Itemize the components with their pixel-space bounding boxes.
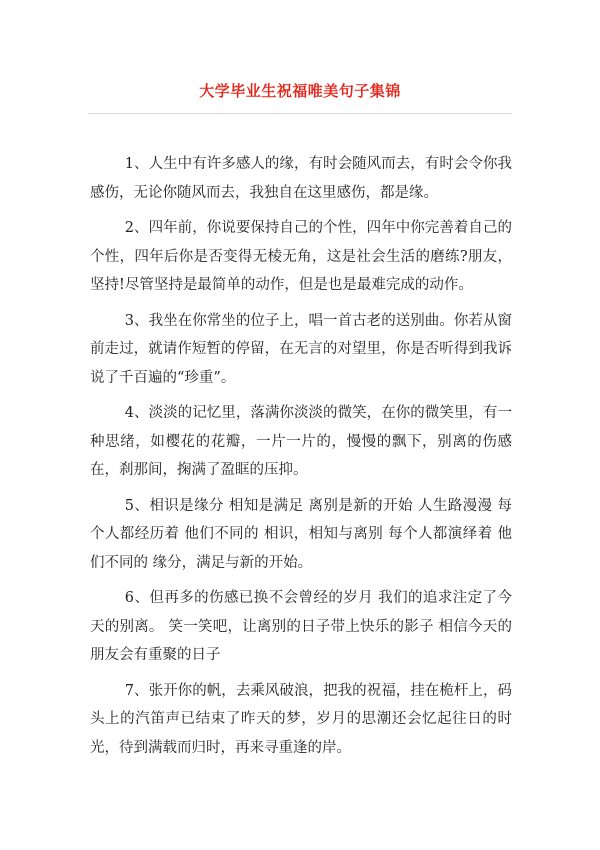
paragraph-4: 4、淡淡的记忆里，落满你淡淡的微笑，在你的微笑里，有一种思绪，如樱花的花瓣，一片一片的，慢慢的飘下，别离的伤感在，刹那间，掬满了盈眶的压抑。 [90, 405, 512, 478]
paragraph-7: 7、张开你的帆，去乘风破浪，把我的祝福，挂在桅杆上，码头上的汽笛声已结束了昨天的梦，岁月的思潮还会忆起往日的时光，待到满载而归时，再来寻重逢的岸。 [90, 682, 512, 756]
paragraph-2: 2、四年前，你说要保持自己的个性，四年中你完善着自己的个性，四年后你是否变得无棱无角，这是社会生活的磨练?朋友，坚持!尽管坚持是最简单的动作，但是也是最难完成的动作。 [90, 220, 512, 293]
paragraph-1: 1、人生中有许多感人的缘，有时会随风而去，有时会令你我感伤，无论你随风而去，我独自在这里感伤，都是缘。 [90, 156, 512, 201]
title-divider [88, 113, 512, 114]
paragraph-3: 3、我坐在你常坐的位子上，唱一首古老的送别曲。你若从窗前走过，就请作短暂的停留，在无言的对望里，你是否听得到我诉说了千百遍的“珍重”。 [90, 312, 512, 386]
paragraph-5: 5、相识是缘分 相知是满足 离别是新的开始 人生路漫漫 每个人都经历着 他们不同的 相识，相知与离别 每个人都演绎着 他们不同的 缘分，满足与新的开始。 [90, 497, 512, 571]
paragraph-6: 6、但再多的伤感已换不会曾经的岁月 我们的追求注定了今天的别离。 笑一笑吧，让离别的日子带上快乐的影子 相信今天的朋友会有重聚的日子 [90, 590, 512, 663]
document-title: 大学毕业生祝福唯美句子集锦 [199, 82, 401, 100]
document-body [90, 150, 512, 769]
